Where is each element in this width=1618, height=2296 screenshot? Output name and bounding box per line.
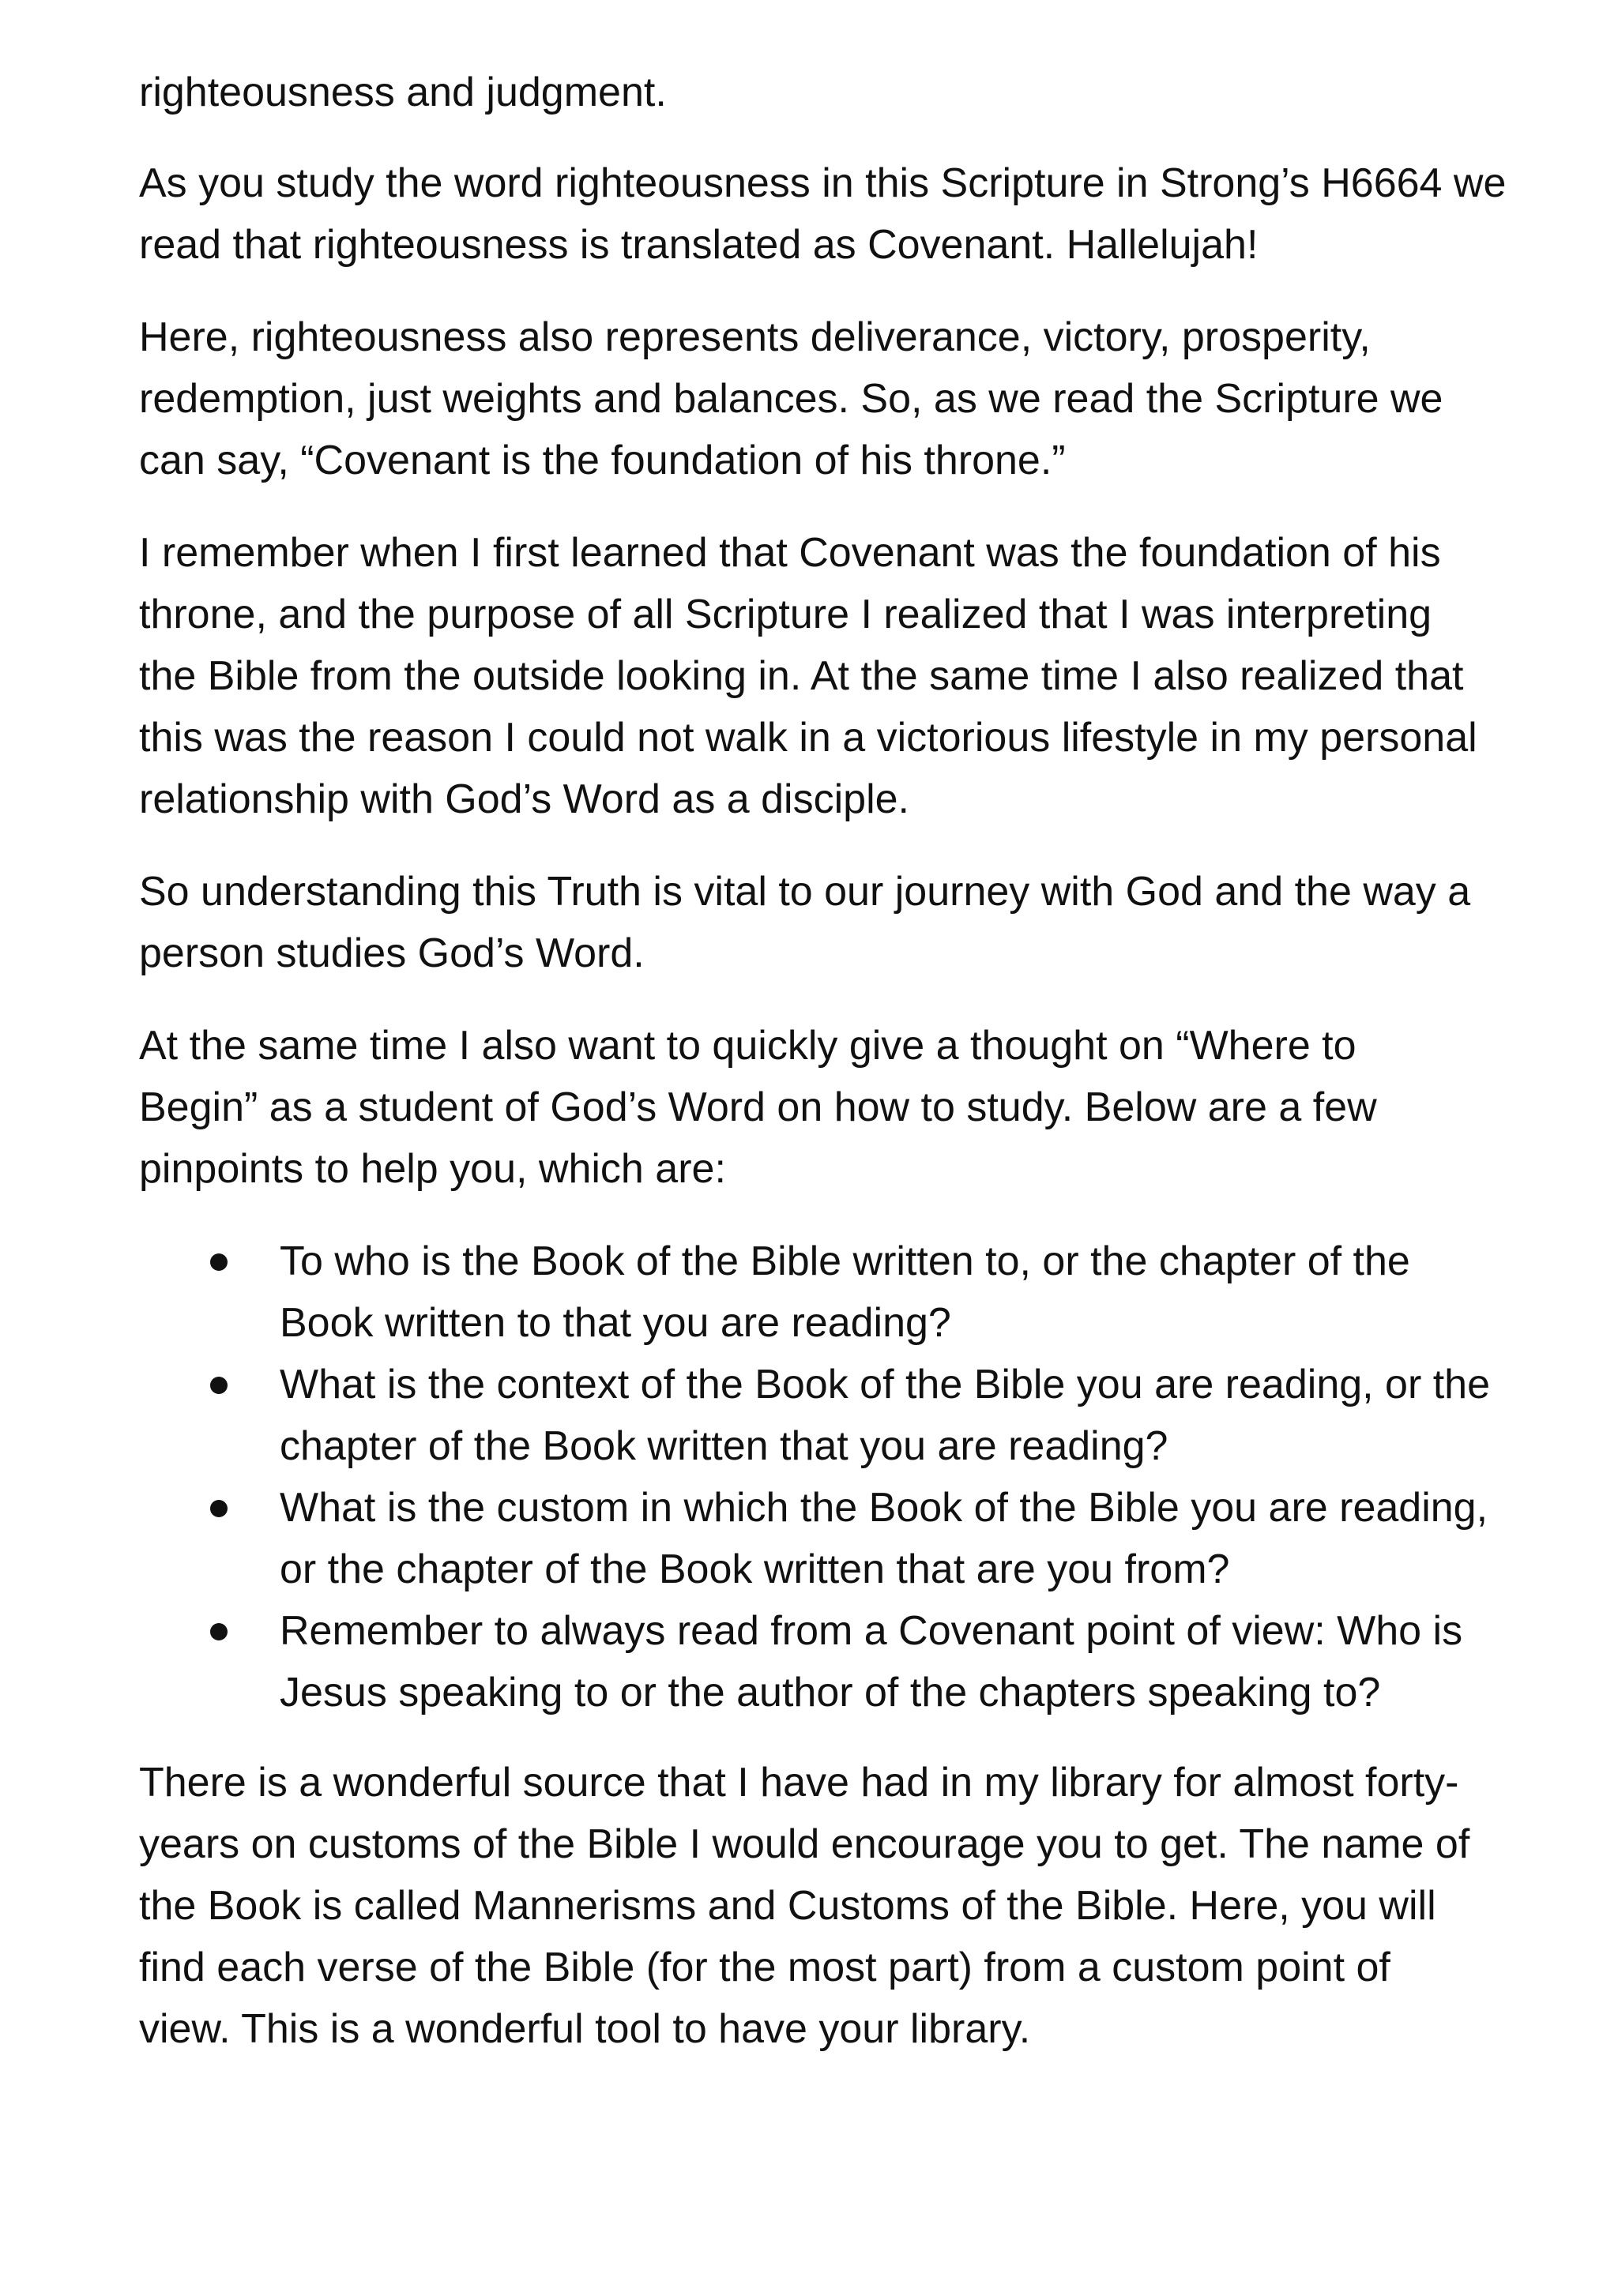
bullet-line: What is the context of the Book of the Bible you are reading, or the [280,1362,1491,1407]
paragraph-line: can say, “Covenant is the foundation of his throne.” [139,438,1066,483]
bullet-line: chapter of the Book written that you are reading? [280,1423,1168,1469]
paragraph-7 [139,1752,1553,2060]
bullet-item [139,1477,1553,1600]
paragraph-line: As you study the word righteousness in this Scripture in Strong’s H6664 we [139,160,1507,206]
bullet-line: Remember to always read from a Covenant point of view: Who is [280,1608,1463,1654]
paragraph-1 [139,62,1553,123]
bullet-line: What is the custom in which the Book of the Bible you are reading, [280,1485,1488,1531]
paragraph-line: I remember when I first learned that Covenant was the foundation of his [139,530,1441,576]
bullet-item [139,1600,1553,1723]
bullet-line: Book written to that you are reading? [280,1300,951,1346]
paragraph-2 [139,152,1553,276]
bullet-line: To who is the Book of the Bible written to, or the chapter of the [280,1238,1410,1284]
bullet-item [139,1231,1553,1354]
paragraph-line: righteousness and judgment. [139,70,667,115]
bullet-icon [210,1253,228,1271]
paragraph-line: the Bible from the outside looking in. At the same time I also realized that [139,653,1464,699]
paragraph-line: pinpoints to help you, which are: [139,1146,726,1192]
paragraph-line: read that righteousness is translated as Covenant. Hallelujah! [139,222,1259,268]
paragraph-line: view. This is a wonderful tool to have your library. [139,2006,1031,2052]
bullet-icon [210,1623,228,1640]
bullet-line: Jesus speaking to or the author of the chapters speaking to? [280,1670,1381,1715]
bullet-list [139,1231,1553,1723]
bullet-icon [210,1377,228,1394]
paragraph-3 [139,306,1553,491]
paragraph-5 [139,861,1553,984]
paragraph-4 [139,522,1553,830]
paragraph-line: find each verse of the Bible (for the most part) from a custom point of [139,1945,1390,1990]
bullet-item [139,1354,1553,1477]
paragraph-line: Begin” as a student of God’s Word on how to study. Below are a few [139,1084,1377,1130]
paragraph-line: relationship with God’s Word as a disciple. [139,776,909,822]
paragraph-6 [139,1015,1553,1200]
paragraph-line: throne, and the purpose of all Scripture I realized that I was interpreting [139,592,1432,637]
paragraph-line: At the same time I also want to quickly give a thought on “Where to [139,1023,1356,1069]
paragraph-line: this was the reason I could not walk in a victorious lifestyle in my personal [139,715,1477,761]
paragraph-line: Here, righteousness also represents deliverance, victory, prosperity, [139,314,1371,360]
paragraph-line: redemption, just weights and balances. So, as we read the Scripture we [139,376,1443,422]
paragraph-line: So understanding this Truth is vital to our journey with God and the way a [139,869,1471,915]
paragraph-line: There is a wonderful source that I have had in my library for almost forty- [139,1760,1459,1806]
paragraph-line: the Book is called Mannerisms and Customs of the Bible. Here, you will [139,1883,1436,1929]
paragraph-line: person studies God’s Word. [139,930,645,976]
paragraph-line: years on customs of the Bible I would encourage you to get. The name of [139,1821,1470,1867]
document-page [139,62,1553,2091]
bullet-line: or the chapter of the Book written that are you from? [280,1546,1230,1592]
bullet-icon [210,1500,228,1517]
